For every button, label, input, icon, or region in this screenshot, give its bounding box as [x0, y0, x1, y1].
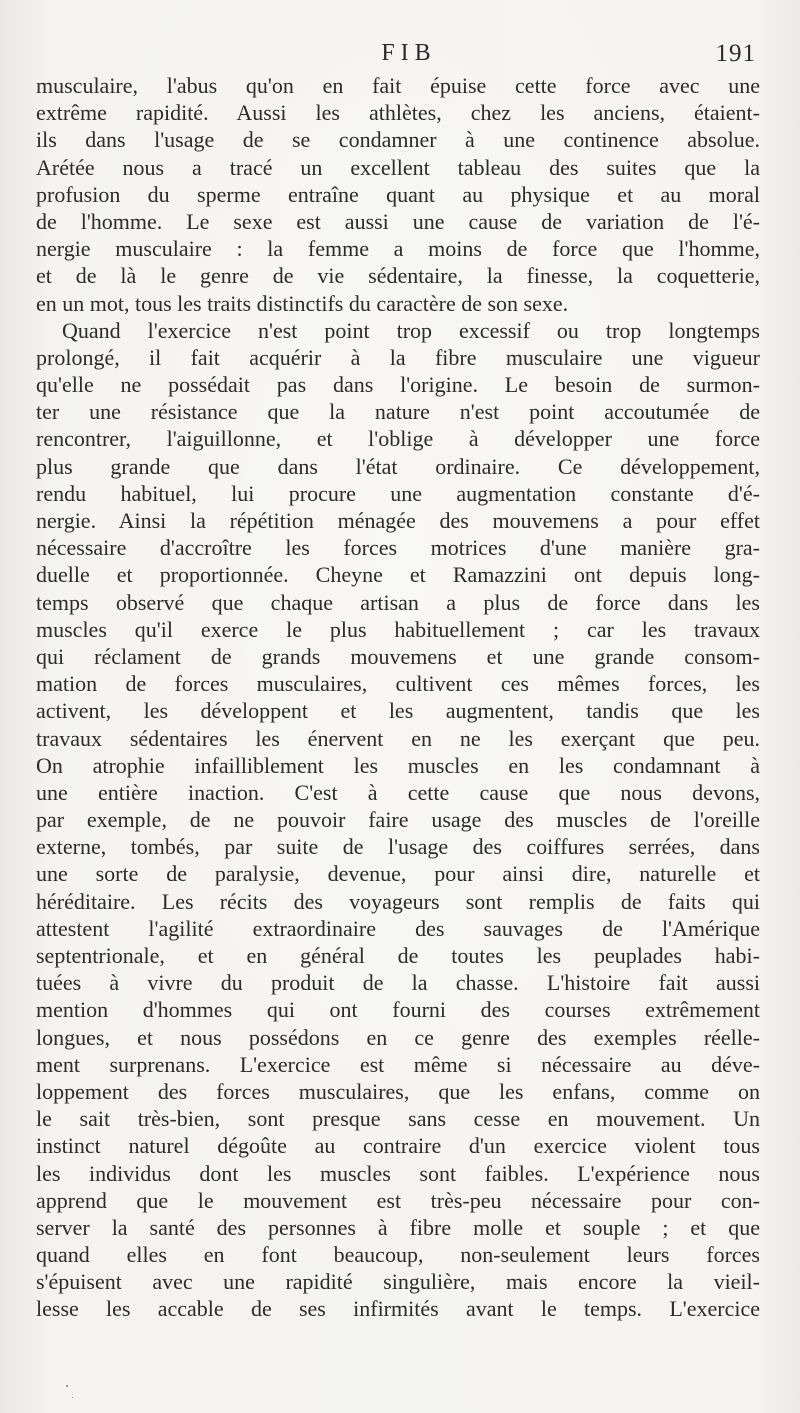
text-line: ter une résistance que la nature n'est point accoutumée de [36, 399, 760, 425]
text-line: nergie. Ainsi la répétition ménagée des mouvemens a pour effet [36, 508, 760, 533]
text-line: travaux sédentaires les énervent en ne les exerçant que peu. [36, 725, 760, 751]
text-line: s'épuisent avec une rapidité singulière, mais encore la vieil- [36, 1269, 760, 1295]
text-line: de l'homme. Le sexe est aussi une cause de variation de l'é- [36, 208, 760, 234]
text-line: héréditaire. Les récits des voyageurs sont remplis de faits qui [36, 888, 760, 914]
text-line: les individus dont les muscles sont faibles. L'expérience nous [36, 1160, 760, 1186]
text-line: extrême rapidité. Aussi les athlètes, chez les anciens, étaient- [36, 100, 760, 126]
text-line: musculaire, l'abus qu'on en fait épuise cette force avec une [36, 73, 760, 98]
text-line: nécessaire d'accroître les forces motrices d'une manière gra- [36, 535, 760, 561]
text-line: temps observé que chaque artisan a plus de force dans les [36, 589, 760, 615]
text-line: par exemple, de ne pouvoir faire usage des muscles de l'oreille [36, 807, 760, 833]
text-line: muscles qu'il exerce le plus habituellement ; car les travaux [36, 616, 760, 642]
text-line: qui réclament de grands mouvemens et une grande consom- [36, 643, 760, 669]
text-line: nergie musculaire : la femme a moins de force que l'homme, [36, 236, 760, 262]
paper-speck [72, 1397, 73, 1398]
text-line: activent, les développent et les augmentent, tandis que les [36, 698, 760, 724]
text-line: attestent l'agilité extraordinaire des sauvages de l'Amérique [36, 915, 760, 941]
text-line: le sait très-bien, sont presque sans cesse en mouvement. Un [36, 1106, 760, 1132]
text-line: duelle et proportionnée. Cheyne et Ramazzini ont depuis long- [36, 562, 760, 588]
text-line: apprend que le mouvement est très-peu nécessaire pour con- [36, 1187, 760, 1213]
text-line: tuées à vivre du produit de la chasse. L'histoire fait aussi [36, 970, 760, 996]
body-text [36, 72, 760, 1323]
text-line: loppement des forces musculaires, que les enfans, comme on [36, 1078, 760, 1104]
page-number: 191 [715, 40, 756, 67]
text-line: en un mot, tous les traits distinctifs du caractère de son sexe. [36, 290, 569, 316]
text-line: mation de forces musculaires, cultivent ces mêmes forces, les [36, 671, 760, 697]
text-line: profusion du sperme entraîne quant au physique et au moral [36, 181, 760, 207]
text-line: prolongé, il fait acquérir à la fibre musculaire une vigueur [36, 344, 760, 370]
text-line: qu'elle ne possédait pas dans l'origine. Le besoin de surmon- [36, 372, 760, 398]
text-line: ment surprenans. L'exercice est même si nécessaire au déve- [36, 1051, 760, 1077]
text-line: lesse les accable de ses infirmités avant le temps. L'exercice [36, 1296, 760, 1322]
page-header [36, 38, 764, 68]
paper-speck [66, 1385, 68, 1387]
text-line: quand elles en font beaucoup, non-seulement leurs forces [36, 1242, 760, 1268]
text-line: une entière inaction. C'est à cette cause que nous devons, [36, 779, 760, 805]
text-line: une sorte de paralysie, devenue, pour ainsi dire, naturelle et [36, 861, 760, 887]
text-line: longues, et nous possédons en ce genre des exemples réelle- [36, 1024, 760, 1050]
text-line: rencontrer, l'aiguillonne, et l'oblige à développer une force [36, 426, 760, 452]
running-head: FIB [381, 40, 437, 66]
text-line: rendu habituel, lui procure une augmentation constante d'é- [36, 480, 760, 506]
text-line: On atrophie infailliblement les muscles en les condamnant à [36, 752, 760, 778]
text-line: et de là le genre de vie sédentaire, la finesse, la coquetterie, [36, 263, 760, 289]
text-line: Quand l'exercice n'est point trop excessif ou trop longtemps [62, 317, 760, 343]
text-line: server la santé des personnes à fibre molle et souple ; et que [36, 1214, 760, 1240]
text-line: externe, tombés, par suite de l'usage des coiffures serrées, dans [36, 834, 760, 860]
text-line: instinct naturel dégoûte au contraire d'un exercice violent tous [36, 1133, 760, 1159]
text-line: plus grande que dans l'état ordinaire. Ce développement, [36, 453, 760, 479]
text-line: septentrionale, et en général de toutes les peuplades habi- [36, 943, 760, 968]
text-line: mention d'hommes qui ont fourni des courses extrêmement [36, 997, 760, 1023]
text-line: Arétée nous a tracé un excellent tableau des suites que la [36, 154, 760, 180]
text-line: ils dans l'usage de se condamner à une continence absolue. [36, 127, 760, 153]
